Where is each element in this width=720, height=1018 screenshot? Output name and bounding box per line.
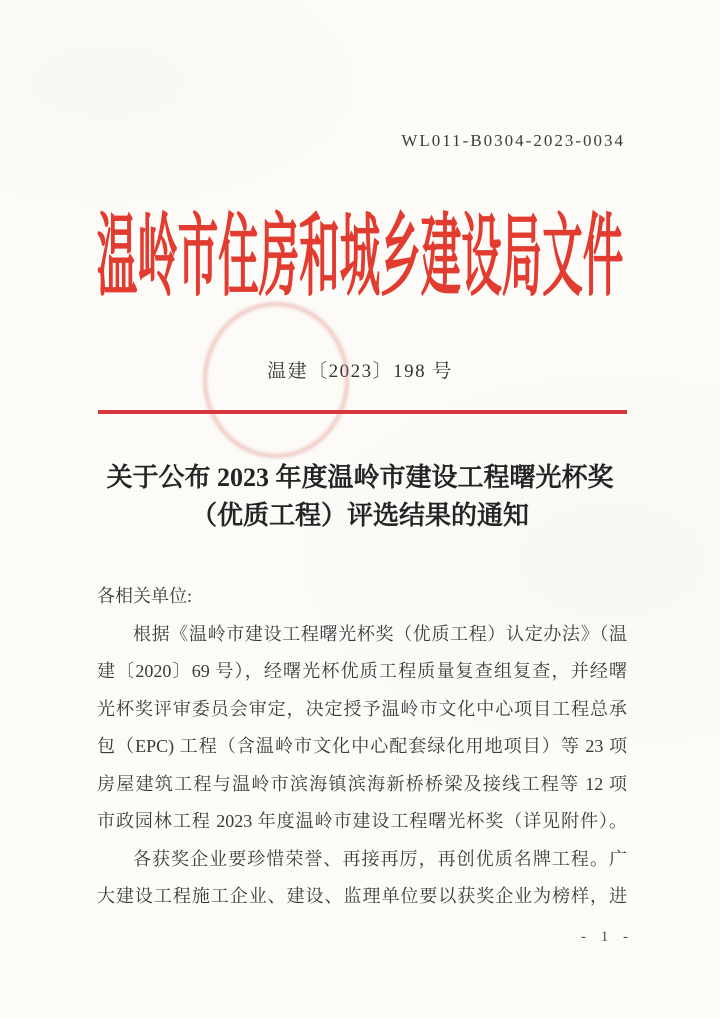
body-line-7: 各获奖企业要珍惜荣誉、再接再厉，再创优质名牌工程。广 (133, 848, 627, 869)
document-title-line1: 关于公布 2023 年度温岭市建设工程曙光杯奖 (106, 463, 614, 492)
doc-index-number: WL011-B0304-2023-0034 (401, 131, 625, 150)
body-line-6: 市政园林工程 2023 年度温岭市建设工程曙光杯奖（详见附件）。 (97, 811, 627, 831)
body-line-2: 建〔2020〕69 号），经曙光杯优质工程质量复查组复查，并经曙 (97, 661, 627, 681)
body-line-1: 根据《温岭市建设工程曙光杯奖（优质工程）认定办法》（温 (133, 623, 627, 644)
agency-header-title: 温岭市住房和城乡建设局文件 (96, 208, 624, 307)
body-line-5: 房屋建筑工程与温岭市滨海镇滨海新桥桥梁及接线工程等 12 项 (97, 773, 627, 794)
body-line-4: 包（EPC) 工程（含温岭市文化中心配套绿化用地项目）等 23 项 (97, 736, 627, 756)
page-number: - 1 - (581, 929, 632, 945)
body-line-8: 大建设工程施工企业、建设、监理单位要以获奖企业为榜样，进 (97, 886, 627, 906)
document-body (97, 578, 627, 916)
document-title-line2: （优质工程）评选结果的通知 (190, 501, 529, 530)
official-seal-imprint (203, 302, 349, 458)
salutation: 各相关单位: (97, 586, 193, 606)
red-divider-line (98, 410, 627, 414)
document-title (0, 459, 720, 535)
body-line-3: 光杯奖评审委员会审定，决定授予温岭市文化中心项目工程总承 (97, 698, 627, 719)
reference-number: 温建〔2023〕198 号 (267, 361, 453, 382)
